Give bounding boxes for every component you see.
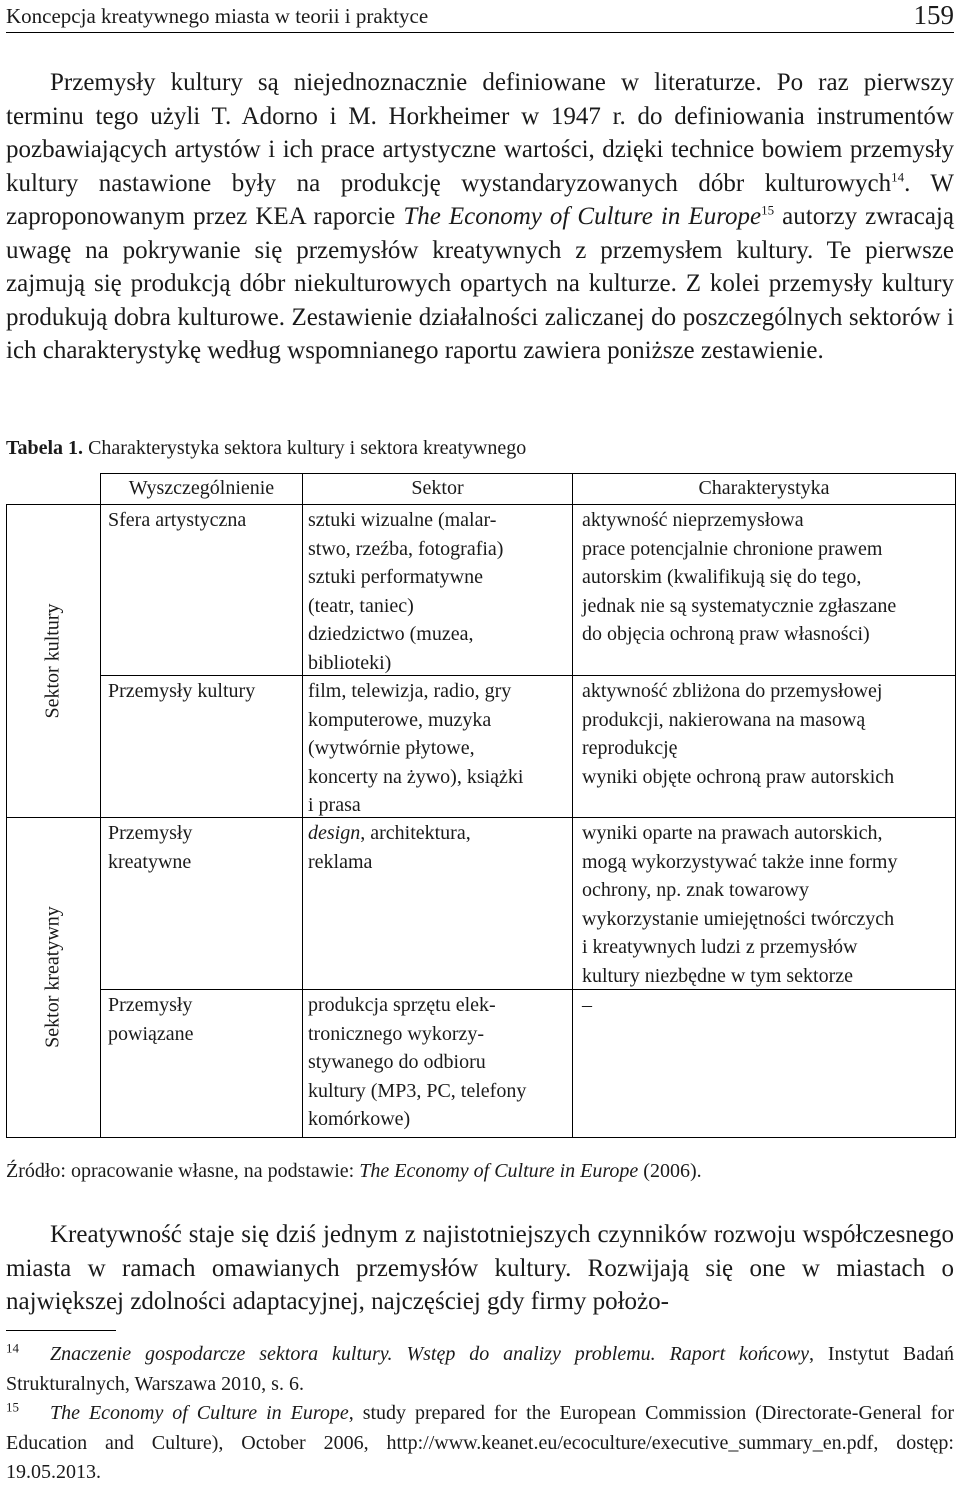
footnote-text: , study prepared for the European Commission (Directorate-General for Education and Culture), October 2006, http://www.keanet.eu/ecoculture/executive_summary_en.pdf, dostęp: 19.05.2013. [6,1402,954,1483]
row-char-creative-industries [582,819,954,990]
cell-text: , architektura, reklama [308,822,471,873]
cell-line: mogą wykorzystywać także inne formy [582,850,898,873]
cell-line: kultury (MP3, PC, telefony [308,1079,527,1102]
footnote-title: Znaczenie gospodarcze sektora kultury. Wstęp do analizy problemu. Raport końcowy [50,1343,809,1365]
cell-line: i kreatywnych ludzi z przemysłów [582,936,858,958]
footnote-ref-15[interactable]: 15 [761,202,775,218]
row-name-cultural-industries: Przemysły kultury [108,680,256,702]
cell-line: wyniki oparte na prawach autorskich, [582,822,883,844]
footnotes [6,1340,954,1488]
group-label-creative: Sektor kreatywny [41,906,64,1048]
table-rule-col1 [100,473,101,1138]
source-text-b: (2006). [638,1160,702,1182]
paragraph-intro [6,66,954,368]
running-header [6,0,954,33]
cell-line: tronicznego wykorzy- [308,1022,485,1045]
cell-line: autorskim (kwalifikują się do tego, [582,566,862,588]
running-title: Koncepcja kreatywnego miasta w teorii i praktyce [6,4,429,28]
cell-line: ochrony, np. znak towarowy [582,879,809,901]
footnote-15 [6,1399,954,1488]
row-name-artistic-sphere: Sfera artystyczna [108,509,247,531]
footnote-divider [6,1330,116,1331]
cell-line: produkcja sprzętu elek- [308,994,496,1016]
paragraph-intro-a: Przemysły kultury są niejednoznacznie definiowane w literaturze. Po raz pierwszy terminu tego użyli T. Adorno i M. Horkheimer w 1947 r. do definiowania instrumentów pozbawiających artystów i ich prace artystyczne wartości, dzięki technice bowiem przemysły kultury nastawione były na produkcję wystandaryzowanych dóbr kulturowych [6,69,954,197]
cell-line: aktywność zbliżona do przemysłowej [582,680,883,702]
cell-line: biblioteki) [308,651,392,674]
row-sector-creative-industries [308,819,518,876]
report-title: The Economy of Culture in Europe [403,203,762,230]
row-name-creative-industries: Przemysły kreatywne [108,822,193,873]
cell-line: dziedzictwo (muzea, [308,623,474,645]
row-char-artistic-sphere [582,506,954,649]
footnote-ref-14[interactable]: 14 [891,169,905,185]
footnote-14 [6,1340,954,1399]
sector-table [6,473,956,1138]
row-char-cultural-industries [582,677,954,791]
table-rule-col2 [302,473,303,1138]
page-number: 159 [913,0,954,30]
table-rule-bottom [6,1137,956,1138]
cell-line: i prasa [308,794,361,816]
row-name-related-industries: Przemysły powiązane [108,994,194,1045]
cell-line: kultury niezbędne w tym sektorze [582,964,854,987]
cell-line: produkcji, nakierowana na masową [582,708,866,731]
table-source [6,1160,702,1183]
cell-line: komputerowe, muzyka [308,708,492,731]
row-sector-cultural-industries [308,677,570,820]
cell-line: wyniki objęte ochroną praw autorskich [582,765,895,788]
cell-line: sztuki performatywne [308,566,483,588]
cell-line: stywanego do odbioru [308,1051,486,1073]
footnote-title: The Economy of Culture in Europe [50,1402,349,1424]
table-caption-text: Charakterystyka sektora kultury i sektora kreatywnego [83,437,527,459]
cell-line: wykorzystanie umiejętności twórczych [582,907,895,930]
paragraph-intro-b: . W zaproponowanym przez KEA raporcie [6,169,954,230]
footnote-number: 14 [6,1340,19,1356]
cell-line: film, telewizja, radio, gry [308,680,512,702]
paragraph-creativity-text: Kreatywność staje się dziś jednym z najistotniejszych czynników rozwoju współczesnego miasta w ramach omawianych przemysłów kultury. Rozwijają się one w miastach o największej zdolności adaptacyjnej, najczęściej gdy firmy położo- [6,1221,954,1315]
row-sector-related-industries [308,991,570,1134]
cell-line: (teatr, taniec) [308,594,414,617]
design-term: design [308,822,361,844]
header-cell-characteristics: Charakterystyka [698,477,830,499]
cell-line: sztuki wizualne (malar- [308,509,497,531]
table-caption-label: Tabela 1. [6,437,84,459]
cell-line: koncerty na żywo), książki [308,765,524,788]
cell-line: aktywność nieprzemysłowa [582,509,804,531]
row-char-related-industries: – [582,994,592,1016]
table-rule-col3 [572,473,573,1138]
footnote-number: 15 [6,1399,19,1415]
table-caption [6,437,526,460]
source-title: The Economy of Culture in Europe [359,1160,639,1182]
table-rule-left [6,504,7,1138]
cell-line: reprodukcję [582,737,678,759]
cell-line: komórkowe) [308,1108,411,1130]
table-rule-header [6,504,956,505]
table-rule-top [100,473,956,474]
footnote-text: , Instytut Badań Strukturalnych, Warszawa 2010, s. 6. [6,1343,954,1395]
cell-line: prace potencjalnie chronione prawem [582,537,883,560]
cell-line: do objęcia ochroną praw własności) [582,623,870,645]
paragraph-intro-c: autorzy zwracają uwagę na pokrywanie się przemysłów kreatywnych z przemysłem kultury. Te pierwsze zajmują się produkcją dóbr niekulturowych opartych na kulturze. Z kolei przemysły kultury produkują dobra kulturowe. Zestawienie działalności zaliczanej do poszczególnych sektorów i ich charakterystykę według wspomnianego raportu zawiera poniższe zestawienie. [6,203,954,364]
header-cell-sector: Sektor [411,477,464,499]
source-text-a: Źródło: opracowanie własne, na podstawie: [6,1160,360,1182]
cell-line: (wytwórnie płytowe, [308,737,475,759]
group-label-culture: Sektor kultury [41,603,64,719]
cell-line: stwo, rzeźba, fotografia) [308,537,504,560]
paragraph-creativity [6,1218,954,1319]
table-rule-right [955,473,956,1138]
header-cell-item: Wyszczególnienie [128,477,275,499]
cell-line: jednak nie są systematycznie zgłaszane [582,594,897,617]
row-sector-artistic-sphere [308,506,570,677]
